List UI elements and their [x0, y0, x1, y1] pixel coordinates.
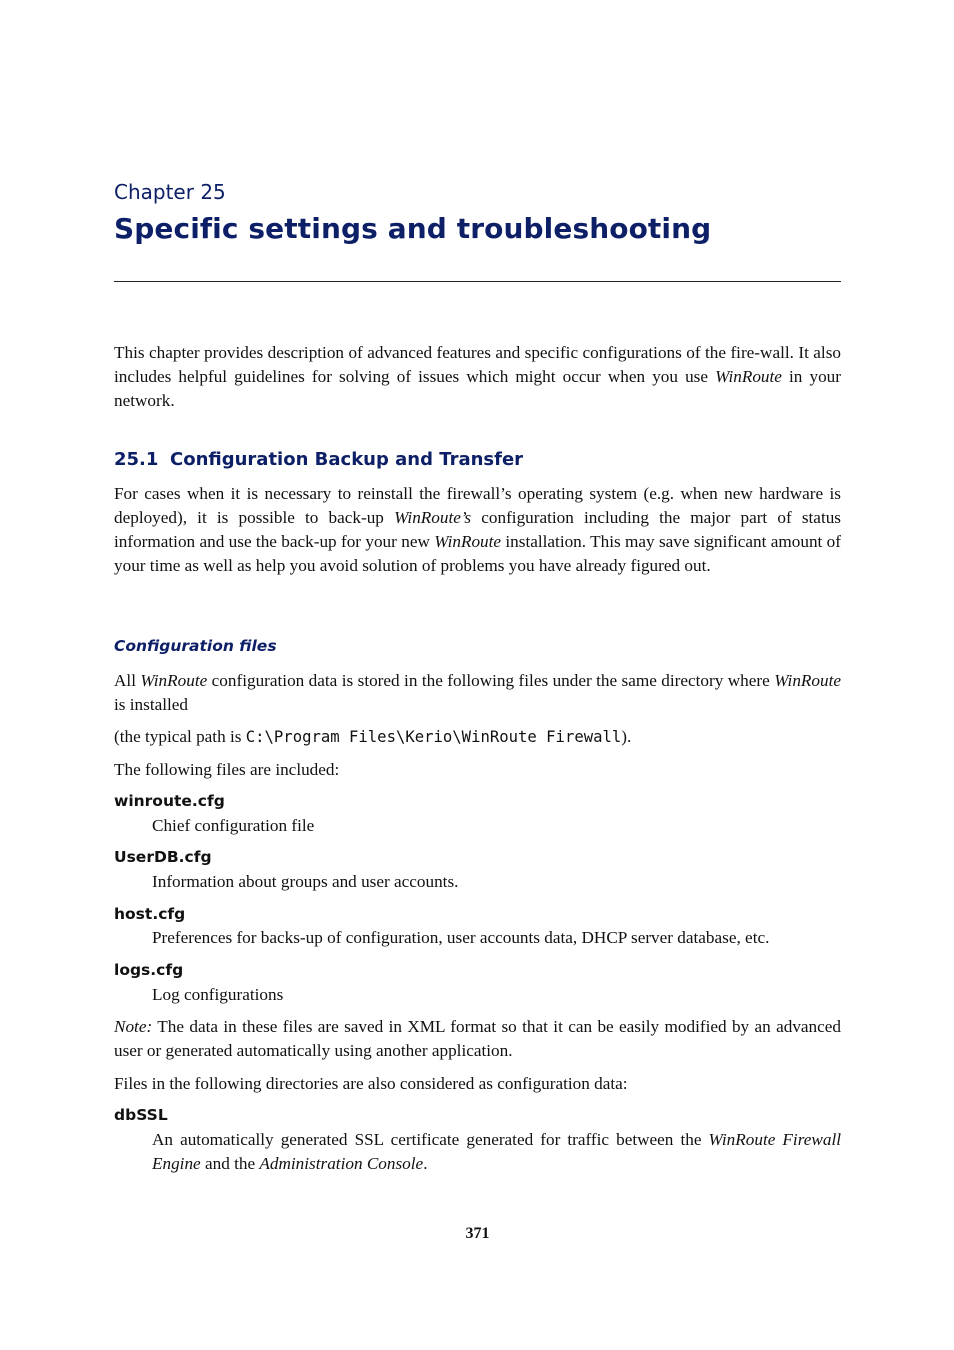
intro-paragraph: This chapter provides description of advanced features and specific configurations of the fire-wall. It also includes helpful guidelines for solving of issues which might occur when you use WinRoute in your network.	[114, 343, 841, 410]
typical-path-paragraph: (the typical path is C:\Program Files\Kerio\WinRoute Firewall).	[114, 727, 632, 746]
directory-description: An automatically generated SSL certificate generated for traffic between the WinRoute Firewall Engine and the Administration Console.	[152, 1130, 841, 1173]
install-path: C:\Program Files\Kerio\WinRoute Firewall	[245, 728, 622, 746]
section-number: 25.1	[114, 449, 159, 470]
note-label: Note:	[114, 1017, 153, 1036]
section-title: Configuration Backup and Transfer	[170, 449, 524, 470]
directory-term: dbSSL	[114, 1106, 168, 1124]
file-description: Log configurations	[152, 985, 284, 1004]
file-description: Preferences for backs-up of configuration, user accounts data, DHCP server database, etc.	[152, 928, 770, 947]
subsection-title: Configuration files	[114, 637, 277, 655]
title-rule	[114, 281, 841, 282]
file-term: UserDB.cfg	[114, 848, 212, 866]
files-intro-paragraph: The following files are included:	[114, 760, 340, 779]
config-location-paragraph: All WinRoute configuration data is stored in the following files under the same directory where WinRoute is installed	[114, 671, 842, 714]
directories-intro-paragraph: Files in the following directories are also considered as configuration data:	[114, 1074, 628, 1093]
page-number: 371	[465, 1225, 490, 1242]
section-paragraph: For cases when it is necessary to reinstall the firewall’s operating system (e.g. when new hardware is deployed), it is possible to back-up WinRoute’s configuration including the major part of status information and use the back-up for your new WinRoute installation. This may save significant amount of your time as well as help you avoid solution of problems you have already figured out.	[114, 484, 841, 575]
file-description: Information about groups and user accounts.	[152, 872, 459, 891]
chapter-label: Chapter 25	[114, 180, 226, 204]
note-paragraph: Note: The data in these files are saved in XML format so that it can be easily modified by an advanced user or generated automatically using another application.	[114, 1017, 841, 1060]
file-term: logs.cfg	[114, 961, 184, 979]
chapter-title: Specific settings and troubleshooting	[114, 212, 712, 245]
file-term: host.cfg	[114, 905, 186, 923]
file-description: Chief configuration file	[152, 816, 315, 835]
file-term: winroute.cfg	[114, 792, 225, 810]
section-heading	[114, 449, 523, 470]
